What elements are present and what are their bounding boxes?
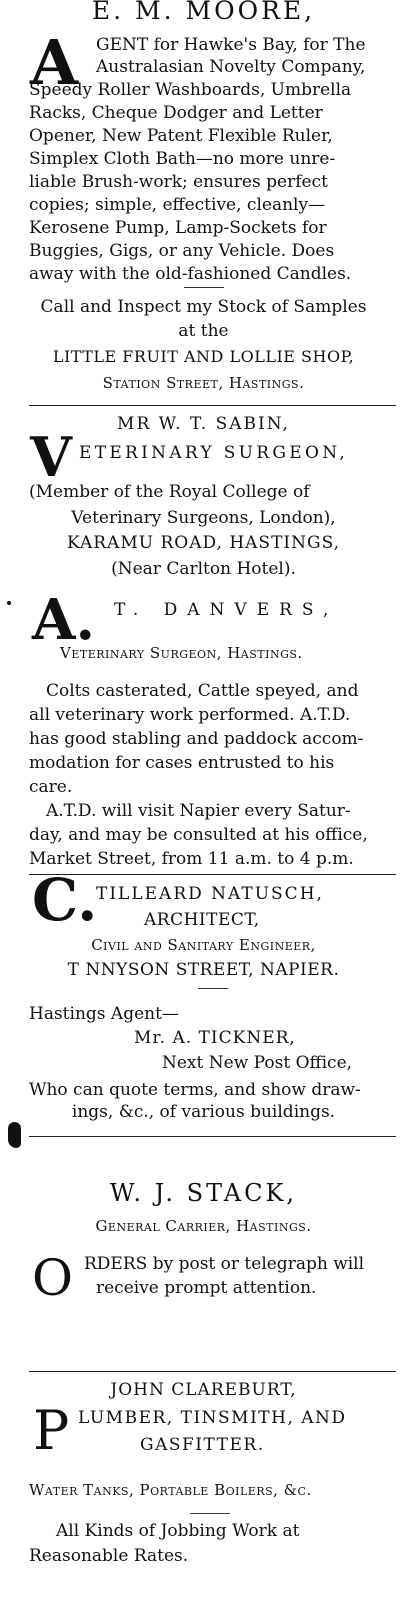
ad1-body-line: Speedy Roller Washboards, Umbrella — [29, 80, 352, 100]
ad2-line: Veterinary Surgeons, London), — [71, 508, 336, 528]
ad1-body-line: copies; simple, effective, cleanly— — [29, 195, 326, 215]
ad6-drop-cap: P — [33, 1399, 70, 1462]
ad4-line: Civil and Sanitary Engineer, — [91, 936, 316, 954]
divider — [190, 1513, 230, 1514]
section-rule — [29, 405, 396, 406]
ad3-body-line: modation for cases entrusted to his — [29, 753, 335, 773]
ad1-body-line: away with the old-fashioned Candles. — [29, 264, 352, 284]
ad1-body-line: Opener, New Patent Flexible Ruler, — [29, 126, 333, 146]
ad6-products: Water Tanks, Portable Boilers, &c. — [29, 1481, 312, 1499]
ad5-body-line: RDERS by post or telegraph will — [84, 1254, 365, 1274]
ad4-quote-line: Who can quote terms, and show draw- — [29, 1080, 361, 1100]
ad1-body-line: liable Brush-work; ensures perfect — [29, 172, 328, 192]
ad4-agent-name: Mr. A. TICKNER, — [134, 1028, 296, 1048]
ad3-body-line: has good stabling and paddock accom- — [29, 729, 364, 749]
ad1-body-line: Kerosene Pump, Lamp-Sockets for — [29, 218, 327, 238]
ad3-body-line: all veterinary work performed. A.T.D. — [29, 705, 351, 725]
ad3-name: T. DANVERS, — [114, 600, 339, 620]
ad5-drop-cap: O — [32, 1249, 73, 1307]
ad2-line: KARAMU ROAD, HASTINGS, — [66, 533, 341, 553]
ad1-shop-name: LITTLE FRUIT AND LOLLIE SHOP, — [52, 347, 355, 366]
ad4-agent-label: Hastings Agent— — [29, 1004, 179, 1024]
ink-speck — [7, 601, 11, 605]
ad1-body-line: Australasian Novelty Company, — [96, 57, 366, 77]
ad3-body-line: Market Street, from 11 a.m. to 4 p.m. — [29, 849, 354, 869]
ad3-drop-cap: A. — [32, 587, 95, 653]
ad2-name: MR W. T. SABIN, — [117, 414, 290, 434]
ink-blot — [8, 1122, 21, 1148]
ad2-title: ETERINARY SURGEON, — [79, 443, 349, 463]
ad6-jobbing-line: Reasonable Rates. — [29, 1546, 189, 1566]
ad1-call-line: at the — [178, 321, 229, 341]
ad5-subtitle: General Carrier, Hastings. — [95, 1217, 312, 1235]
ad1-name: E. M. MOORE, — [91, 0, 316, 25]
ad1-call-line: Call and Inspect my Stock of Samples — [40, 297, 367, 317]
ad1-drop-cap: A — [30, 26, 79, 99]
ad1-shop-address: Station Street, Hastings. — [102, 374, 305, 392]
ad5-body-line: receive prompt attention. — [96, 1278, 317, 1298]
ad3-body-line: A.T.D. will visit Napier every Satur- — [46, 801, 351, 821]
section-rule — [29, 1371, 396, 1372]
ad3-body-line: Colts casterated, Cattle speyed, and — [46, 681, 359, 701]
divider — [198, 988, 228, 989]
ad4-name: TILLEARD NATUSCH, — [96, 884, 324, 904]
ad3-subtitle: Veterinary Surgeon, Hastings. — [60, 644, 303, 662]
ad4-agent-address: Next New Post Office, — [162, 1053, 353, 1073]
ad1-body-line: GENT for Hawke's Bay, for The — [96, 35, 366, 55]
ad1-body-line: Buggies, Gigs, or any Vehicle. Does — [29, 241, 335, 261]
ad6-title-line: GASFITTER. — [140, 1435, 265, 1455]
ad2-line: (Member of the Royal College of — [29, 482, 310, 502]
ad6-name: JOHN CLAREBURT, — [110, 1380, 297, 1400]
ad4-quote-line: ings, &c., of various buildings. — [71, 1102, 336, 1122]
ad1-body-line: Simplex Cloth Bath—no more unre- — [29, 149, 336, 169]
ad5-name: W. J. STACK, — [109, 1179, 298, 1207]
ad6-title-line: LUMBER, TINSMITH, AND — [78, 1408, 347, 1428]
section-rule — [29, 1136, 396, 1137]
ad4-drop-cap: C. — [32, 866, 98, 934]
ad2-line: (Near Carlton Hotel). — [111, 559, 296, 579]
ad4-line: T NNYSON STREET, NAPIER. — [67, 960, 340, 980]
ad3-body-line: care. — [29, 777, 73, 797]
ad4-title: ARCHITECT, — [144, 910, 260, 930]
ad3-body-line: day, and may be consulted at his office, — [29, 825, 368, 845]
ad6-jobbing-line: All Kinds of Jobbing Work at — [56, 1521, 300, 1541]
ad2-drop-cap: V — [30, 425, 72, 489]
ad1-body-line: Racks, Cheque Dodger and Letter — [29, 103, 323, 123]
divider — [184, 287, 224, 288]
